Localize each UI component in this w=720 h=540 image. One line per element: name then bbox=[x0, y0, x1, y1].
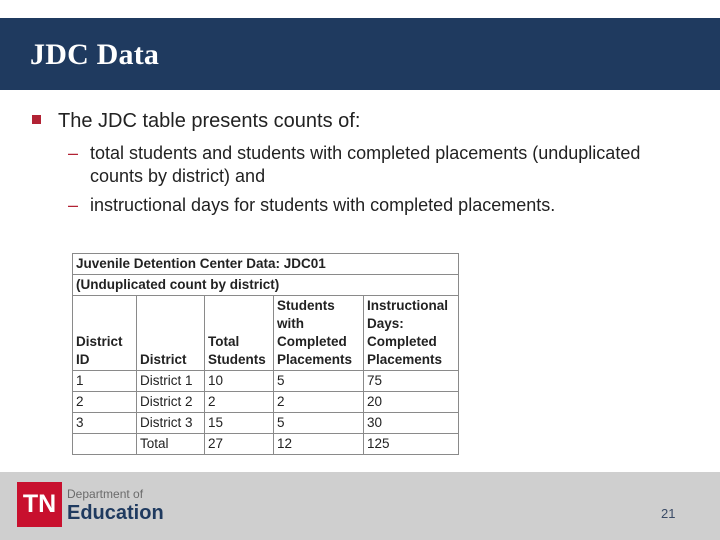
jdc-table bbox=[72, 253, 459, 455]
sub-bullet-1-text: total students and students with completed placements (unduplicated counts by district) and bbox=[90, 143, 641, 186]
cell-completed: 5 bbox=[274, 413, 364, 434]
table-row bbox=[73, 392, 459, 413]
cell-district: District 1 bbox=[137, 371, 205, 392]
square-bullet-icon bbox=[32, 115, 41, 124]
title-bar bbox=[0, 18, 720, 90]
cell-total: 10 bbox=[205, 371, 274, 392]
cell-completed: 2 bbox=[274, 392, 364, 413]
cell-days: 75 bbox=[364, 371, 459, 392]
cell-district: District 2 bbox=[137, 392, 205, 413]
bullet-list bbox=[32, 108, 692, 217]
dept-name: Education bbox=[67, 502, 164, 524]
table-row bbox=[73, 371, 459, 392]
footer-bar bbox=[0, 472, 720, 540]
table-header-row bbox=[73, 296, 459, 371]
sub-bullet-2-text: instructional days for students with completed placements. bbox=[90, 195, 556, 215]
sub-bullet-2 bbox=[32, 194, 692, 217]
table-total-row bbox=[73, 434, 459, 455]
cell-id bbox=[73, 434, 137, 455]
table-subtitle-row bbox=[73, 275, 459, 296]
page-number: 21 bbox=[661, 506, 676, 521]
sub-bullet-1 bbox=[32, 142, 692, 188]
cell-district: District 3 bbox=[137, 413, 205, 434]
bullet-main bbox=[32, 108, 692, 134]
cell-id: 3 bbox=[73, 413, 137, 434]
header-total-students: Total Students bbox=[205, 296, 274, 371]
table-title-row bbox=[73, 254, 459, 275]
table-subtitle: (Unduplicated count by district) bbox=[73, 275, 459, 296]
cell-total-label: Total bbox=[137, 434, 205, 455]
cell-id: 1 bbox=[73, 371, 137, 392]
header-district: District bbox=[137, 296, 205, 371]
header-district-id: District ID bbox=[73, 296, 137, 371]
cell-total: 15 bbox=[205, 413, 274, 434]
header-completed-placements: Students with Completed Placements bbox=[274, 296, 364, 371]
cell-days: 20 bbox=[364, 392, 459, 413]
dash-bullet-icon: – bbox=[68, 195, 79, 215]
cell-days: 125 bbox=[364, 434, 459, 455]
cell-days: 30 bbox=[364, 413, 459, 434]
cell-total: 2 bbox=[205, 392, 274, 413]
slide-title: JDC Data bbox=[30, 38, 160, 71]
header-instructional-days: Instructional Days: Completed Placements bbox=[364, 296, 459, 371]
dept-label: Department of bbox=[67, 487, 144, 501]
cell-completed: 5 bbox=[274, 371, 364, 392]
cell-id: 2 bbox=[73, 392, 137, 413]
tn-logo: TN bbox=[17, 482, 62, 527]
cell-total: 27 bbox=[205, 434, 274, 455]
table-row bbox=[73, 413, 459, 434]
table-title: Juvenile Detention Center Data: JDC01 bbox=[73, 254, 459, 275]
bullet-main-text: The JDC table presents counts of: bbox=[58, 110, 361, 132]
cell-completed: 12 bbox=[274, 434, 364, 455]
dash-bullet-icon: – bbox=[68, 143, 79, 163]
